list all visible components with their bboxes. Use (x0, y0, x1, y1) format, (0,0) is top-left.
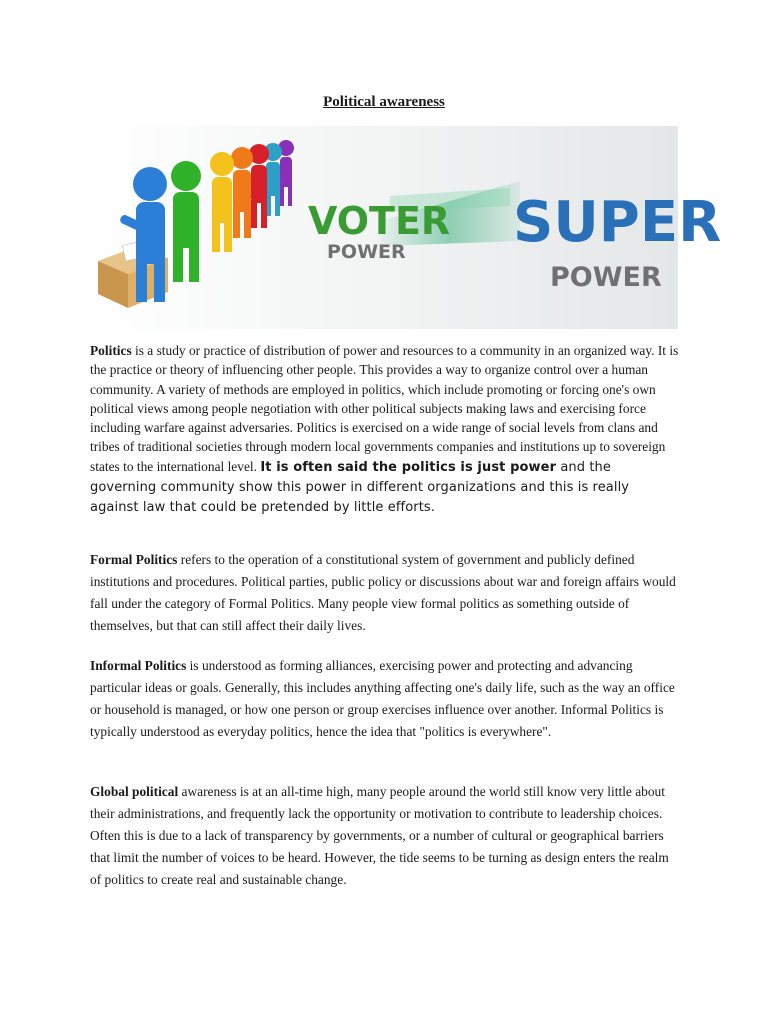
paragraph-informal-politics (90, 655, 680, 743)
banner-image (90, 126, 722, 329)
paragraph-politics (90, 341, 680, 518)
paragraph-text: refers to the operation of a constitutional system of government and publicly defined institutions and procedures. Political parties, public policy or discussions about war and foreign affairs would fall under the category of Formal Politics. Many people view formal politics as something outside of themselves, but that can still affect their daily lives. (90, 552, 676, 633)
banner-super-text: SUPER (513, 190, 722, 255)
voter-super-power-illustration (90, 126, 722, 329)
paragraph-global-political (90, 781, 680, 891)
paragraph-tail: and the governing community show this power in different organizations and this is really against law that could be pretended by little efforts. (90, 459, 630, 516)
banner-voter-power-text: POWER (327, 241, 406, 263)
paragraph-text: is a study or practice of distribution of power and resources to a community in an organized way. It is the practice or theory of influencing other people. This provides a way to organize control over a human community. A variety of methods are employed in politics, which include promoting or forcing one's own political views among people negotiation with other political subjects making laws and exercising force including warfare against adversaries. Politics is exercised on a wide range of social levels from clans and tribes of traditional societies through modern local governments companies and institutions up to sovereign states to the international level. (90, 343, 679, 474)
paragraph-text: is understood as forming alliances, exercising power and protecting and advancing particular ideas or goals. Generally, this includes anything affecting one's daily life, such as the way an office or household is managed, or how one person or group exercises influence over another. Informal Politics is typically understood as everyday politics, hence the idea that "politics is everywhere". (90, 658, 675, 739)
paragraph-lead: Politics (90, 343, 132, 358)
paragraph-text: awareness is at an all-time high, many people around the world still know very little about their administrations, and frequently lack the opportunity or motivation to contribute to leadership choices. Often this is due to a lack of transparency by governments, or a number of cultural or geographical barriers that limit the number of voices to be heard. However, the tide seems to be turning as design enters the realm of politics to create real and sustainable change. (90, 784, 669, 887)
paragraph-lead: Formal Politics (90, 552, 178, 567)
paragraph-highlight: It is often said the politics is just power (260, 459, 557, 475)
page-title: Political awareness (323, 94, 445, 110)
paragraph-lead: Informal Politics (90, 658, 187, 673)
banner-super-power-text: POWER (550, 262, 662, 293)
banner-voter-text: VOTER (308, 199, 451, 243)
paragraph-formal-politics (90, 549, 680, 637)
paragraph-lead: Global political (90, 784, 179, 799)
